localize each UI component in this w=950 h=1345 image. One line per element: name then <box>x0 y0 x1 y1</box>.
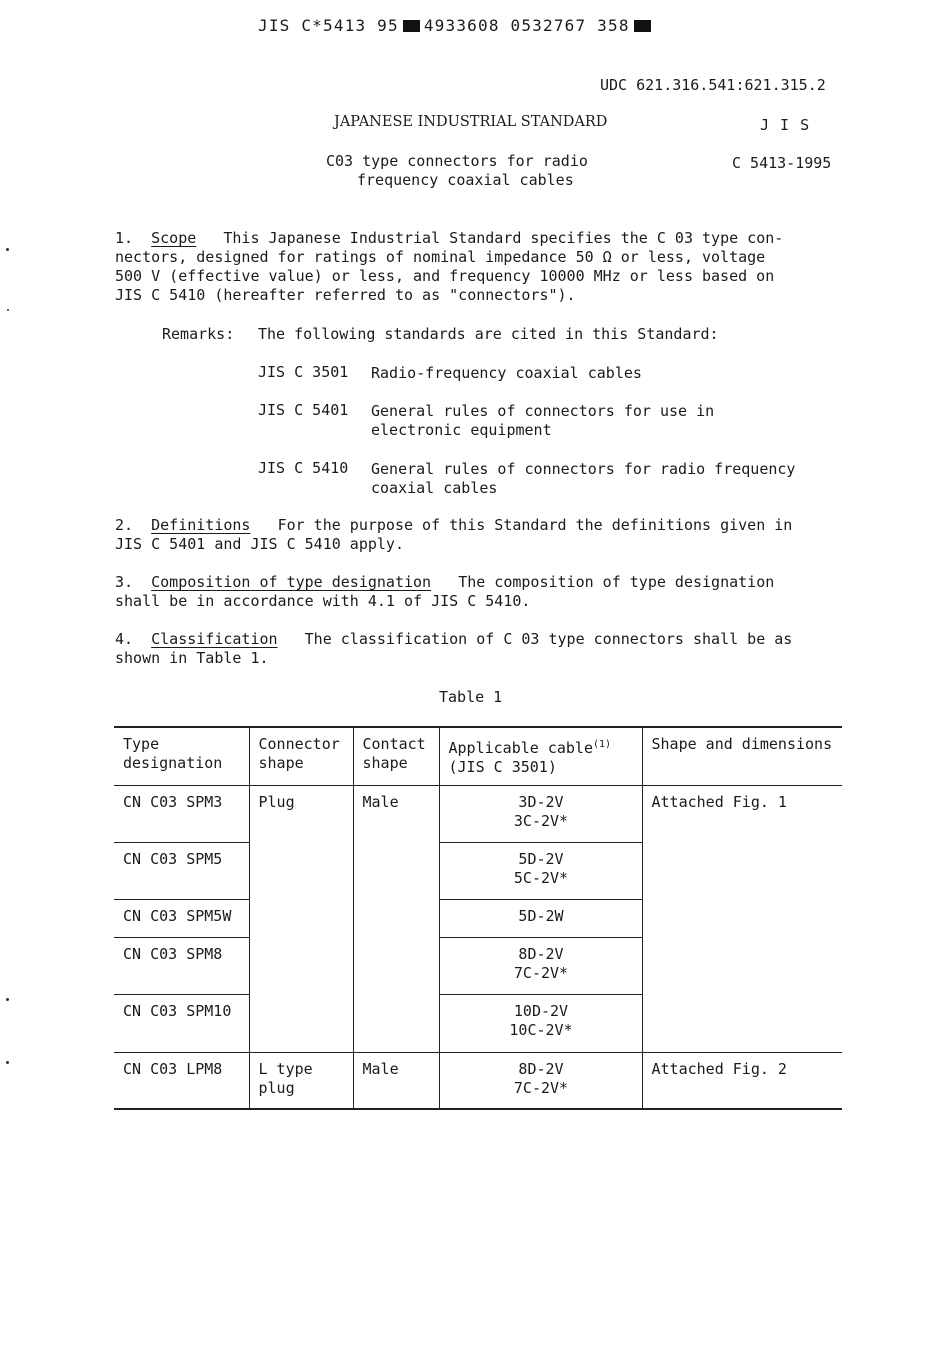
fig-cell: Attached Fig. 1 <box>642 786 842 1053</box>
section-definitions <box>115 516 792 554</box>
cable-value: 3C-2V* <box>513 812 569 830</box>
header-text: Type <box>123 735 160 753</box>
type-cell: CN C03 SPM5W <box>123 907 232 925</box>
cable-cell <box>439 786 642 843</box>
cited-title: General rules of connectors for radio frequency <box>371 460 796 478</box>
section-number: 2. <box>115 516 134 534</box>
scope-line-4: JIS C 5410 (hereafter referred to as "connectors"). <box>115 286 576 304</box>
cable-value: 8D-2V <box>518 945 564 963</box>
udc-number: UDC 621.316.541:621.315.2 <box>600 76 826 94</box>
header-contact-shape <box>353 727 439 786</box>
classification-line-2: shown in Table 1. <box>115 649 269 667</box>
type-cell: CN C03 SPM8 <box>123 945 223 963</box>
cited-title-cont: electronic equipment <box>371 421 552 439</box>
connector-value: plug <box>258 1079 295 1097</box>
cable-value: 10C-2V* <box>509 1021 573 1039</box>
section-classification <box>115 630 792 668</box>
section-heading-definitions: Definitions <box>151 516 251 534</box>
block-mark <box>403 20 420 32</box>
classification-line-1: The classification of C 03 type connectors shall be as <box>304 630 793 648</box>
cable-value: 5D-2V <box>518 850 564 868</box>
header-text: Shape and dimensions <box>651 735 833 753</box>
table-row <box>114 1053 842 1109</box>
cable-value: 7C-2V* <box>513 964 569 982</box>
section-composition <box>115 573 774 611</box>
contact-cell: Male <box>353 1053 439 1109</box>
scan-speck <box>6 1061 9 1064</box>
cable-value: 5D-2W <box>518 907 564 925</box>
title-line-1: C03 type connectors for radio <box>326 152 588 170</box>
header-applicable-cable <box>439 727 642 786</box>
header-text: shape <box>362 754 408 772</box>
contact-cell: Male <box>353 786 439 1053</box>
type-cell: CN C03 SPM10 <box>123 1002 232 1020</box>
composition-line-1: The composition of type designation <box>458 573 775 591</box>
document-code-header <box>258 16 655 35</box>
section-heading-composition: Composition of type designation <box>151 573 432 591</box>
type-cell: CN C03 SPM3 <box>123 793 223 811</box>
standard-number: C 5413-1995 <box>732 154 832 172</box>
standard-name: JAPANESE INDUSTRIAL STANDARD <box>334 114 608 130</box>
remarks-label: Remarks: <box>162 325 235 343</box>
type-cell: CN C03 LPM8 <box>123 1060 223 1078</box>
footnote-ref: (1) <box>593 739 612 750</box>
scan-speck <box>7 309 9 311</box>
cable-value: 10D-2V <box>513 1002 569 1020</box>
scan-speck <box>6 998 9 1001</box>
cable-value: 3D-2V <box>518 793 564 811</box>
fig-cell: Attached Fig. 2 <box>642 1053 842 1109</box>
section-number: 1. <box>115 229 134 247</box>
section-heading-classification: Classification <box>151 630 278 648</box>
header-type-designation <box>114 727 249 786</box>
classification-table <box>114 726 842 1110</box>
table-caption: Table 1 <box>439 688 503 706</box>
header-text: designation <box>123 754 223 772</box>
code-part1: JIS C*5413 95 <box>258 16 399 35</box>
cited-title: General rules of connectors for use in <box>371 402 715 420</box>
connector-cell <box>249 1053 353 1109</box>
cable-cell <box>439 843 642 900</box>
scope-line-3: 500 V (effective value) or less, and frequency 10000 MHz or less based on <box>115 267 775 285</box>
cable-cell <box>439 1053 642 1109</box>
header-text: shape <box>258 754 304 772</box>
section-number: 4. <box>115 630 134 648</box>
cited-code: JIS C 5410 <box>258 459 349 477</box>
composition-line-2: shall be in accordance with 4.1 of JIS C 5410. <box>115 592 531 610</box>
code-part2: 4933608 0532767 358 <box>423 16 630 35</box>
header-text: Applicable cable <box>448 739 593 757</box>
header-text: (JIS C 3501) <box>448 758 557 776</box>
title-line-2: frequency coaxial cables <box>357 171 574 189</box>
cable-cell <box>439 900 642 938</box>
header-text: Connector <box>258 735 340 753</box>
header-connector-shape <box>249 727 353 786</box>
cable-value: 8D-2V <box>518 1060 564 1078</box>
section-heading-scope: Scope <box>151 229 197 247</box>
jis-mark: J I S <box>760 116 811 134</box>
cable-value: 7C-2V* <box>513 1079 569 1097</box>
block-mark <box>634 20 651 32</box>
scope-line-1: This Japanese Industrial Standard specifies the C 03 type con- <box>223 229 784 247</box>
section-scope <box>115 229 783 305</box>
header-text: Contact <box>362 735 426 753</box>
section-number: 3. <box>115 573 134 591</box>
header-shape-dimensions <box>642 727 842 786</box>
scope-line-2: nectors, designed for ratings of nominal impedance 50 Ω or less, voltage <box>115 248 766 266</box>
remarks-intro: The following standards are cited in this Standard: <box>258 325 719 343</box>
definitions-line-2: JIS C 5401 and JIS C 5410 apply. <box>115 535 404 553</box>
cable-cell <box>439 995 642 1053</box>
table-row <box>114 786 842 843</box>
cited-code: JIS C 5401 <box>258 401 349 419</box>
type-cell: CN C03 SPM5 <box>123 850 223 868</box>
cited-title: Radio-frequency coaxial cables <box>371 364 642 382</box>
cited-title-cont: coaxial cables <box>371 479 498 497</box>
cable-value: 5C-2V* <box>513 869 569 887</box>
cable-cell <box>439 938 642 995</box>
connector-value: L type <box>258 1060 313 1078</box>
cited-code: JIS C 3501 <box>258 363 349 381</box>
scan-speck <box>6 248 9 251</box>
definitions-line-1: For the purpose of this Standard the definitions given in <box>277 516 793 534</box>
connector-cell: Plug <box>249 786 353 1053</box>
